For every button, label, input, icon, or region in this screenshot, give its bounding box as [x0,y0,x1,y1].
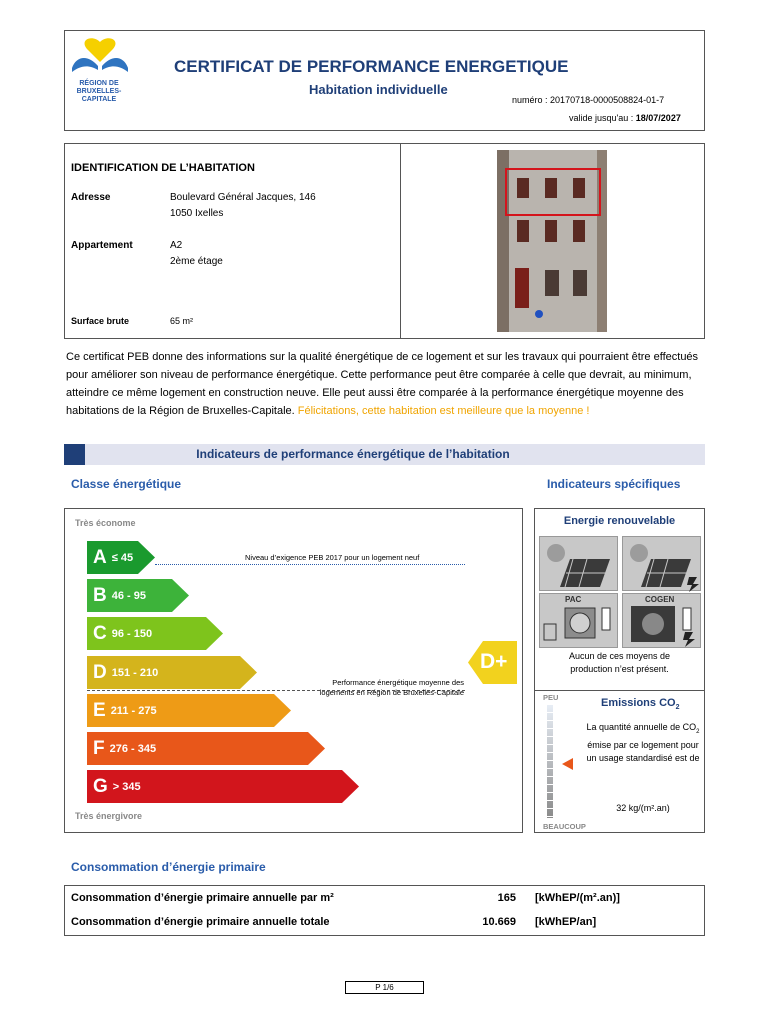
class-letter-c: C [93,622,107,644]
numero-value: 20170718-0000508824-01-7 [550,95,665,105]
intro-highlight: Félicitations, cette habitation est meilleure que la moyenne ! [297,405,590,417]
class-letter-b: B [93,584,107,606]
current-class-indicator [468,641,517,684]
co2-description [586,721,700,765]
renewable-note: Aucun de ces moyens de production n’est présent. [568,651,671,674]
identification-heading: IDENTIFICATION DE L’HABITATION [71,162,255,174]
co2-heading-text: Emissions CO [601,697,676,709]
class-letter-d: D [93,661,107,683]
consommation-value-1: 165 [497,892,516,904]
class-arrow-a [87,541,155,574]
class-letter-g: G [93,775,108,797]
solar-thermal-icon [539,536,618,591]
building-photo [497,150,607,332]
co2-thermometer-ticks [547,704,553,818]
bottom-label: Très énergivore [75,811,143,821]
logo-text: RÉGION DE BRUXELLES-CAPITALE [76,80,122,103]
page-number: P 1/6 [345,981,424,994]
class-letter-a: A [93,546,107,568]
new-building-note: Niveau d’exigence PEB 2017 pour un logement neuf [245,553,420,562]
address-line2: 1050 Ixelles [170,208,224,219]
class-arrow-b [87,579,189,612]
page-subtitle: Habitation individuelle [309,82,448,97]
co2-level-marker [562,758,573,770]
class-arrow-d [87,656,257,689]
consommation-value-2: 10.669 [482,916,516,928]
co2-value: 32 kg/(m².an) [616,803,670,813]
top-label: Très économe [75,518,136,528]
class-range-b: 46 - 95 [111,589,146,602]
identification-divider [400,143,401,339]
class-letter-f: F [93,737,105,759]
cogen-label: COGEN [645,595,675,604]
co2-heading-sub: 2 [675,704,680,712]
class-range-d: 151 - 210 [111,666,159,679]
renewable-heading: Energie renouvelable [563,515,676,527]
consommation-row [71,916,330,928]
class-range-e: 211 - 275 [110,704,157,717]
consommation-label-2: Consommation d’énergie primaire annuelle totale [71,916,330,928]
surface-label: Surface brute [71,316,130,326]
section-title: Indicateurs de performance énergétique de l’habitation [196,447,510,461]
intro-paragraph [66,348,706,420]
consommation-unit-1: [kWhEP/(m².an)] [535,892,620,904]
co2-peu-label: PEU [543,693,559,702]
co2-text-sub: 2 [696,728,700,735]
page-title: CERTIFICAT DE PERFORMANCE ENERGETIQUE [174,57,569,76]
class-arrow-e [87,694,291,727]
specifiques-heading: Indicateurs spécifiques [547,477,681,491]
class-letter-e: E [93,699,106,721]
class-range-a: ≤ 45 [111,551,134,564]
co2-text-2: émise par ce logement pour un usage standardisé est de [586,739,700,763]
current-class-label: D+ [480,650,508,673]
intro-text: Ce certificat PEB donne des informations sur la qualité énergétique de ce logement et sur les travaux qui pourraient être effectués pour améliorer son niveau de performance énergétique. Cette performance peut être comparée à celle que devrait, au minimum, atteindre ce même logement en construction neuve. Elle peut aussi être comparée à la performance énergétique moyenne des habitations de la Région de Bruxelles-Capitale. [66,351,699,417]
valid-label: valide jusqu'au : [569,113,634,123]
average-note-line1: Performance énergétique moyenne des [332,678,464,687]
valid-value: 18/07/2027 [635,113,681,123]
renewable-divider [534,690,705,691]
apartment-line2: 2ème étage [170,256,223,267]
co2-heading [601,697,679,711]
solar-pv-icon [622,536,701,591]
brussels-logo-icon [70,36,130,80]
pac-label: PAC [565,595,582,604]
heat-pump-icon [539,593,618,648]
class-arrow-f [87,732,325,765]
apartment-line1: A2 [170,240,183,251]
class-range-c: 96 - 150 [111,627,153,640]
section-bar-marker [64,444,85,465]
consommation-label-1: Consommation d’énergie primaire annuelle par m² [71,892,334,904]
class-arrow-g [87,770,359,803]
co2-text-1: La quantité annuelle de CO [586,722,697,732]
surface-value: 65 m² [170,316,194,326]
validity [569,113,681,123]
new-building-line [155,564,465,565]
class-range-f: 276 - 345 [109,742,157,755]
average-note [282,678,464,698]
address-line1: Boulevard Général Jacques, 146 [170,192,316,203]
class-range-g: > 345 [112,780,141,793]
class-arrow-c [87,617,223,650]
classe-heading: Classe énergétique [71,477,182,491]
certificate-number [512,95,664,105]
co2-beaucoup-label: BEAUCOUP [543,822,586,831]
consommation-unit-2: [kWhEP/an] [535,916,597,928]
numero-label: numéro : [512,95,548,105]
cogeneration-icon [622,593,701,648]
average-note-line2: logements en Région de Bruxelles-Capitale [319,688,464,697]
consommation-heading: Consommation d’énergie primaire [71,860,266,874]
address-label: Adresse [71,192,111,203]
apartment-label: Appartement [71,240,133,251]
